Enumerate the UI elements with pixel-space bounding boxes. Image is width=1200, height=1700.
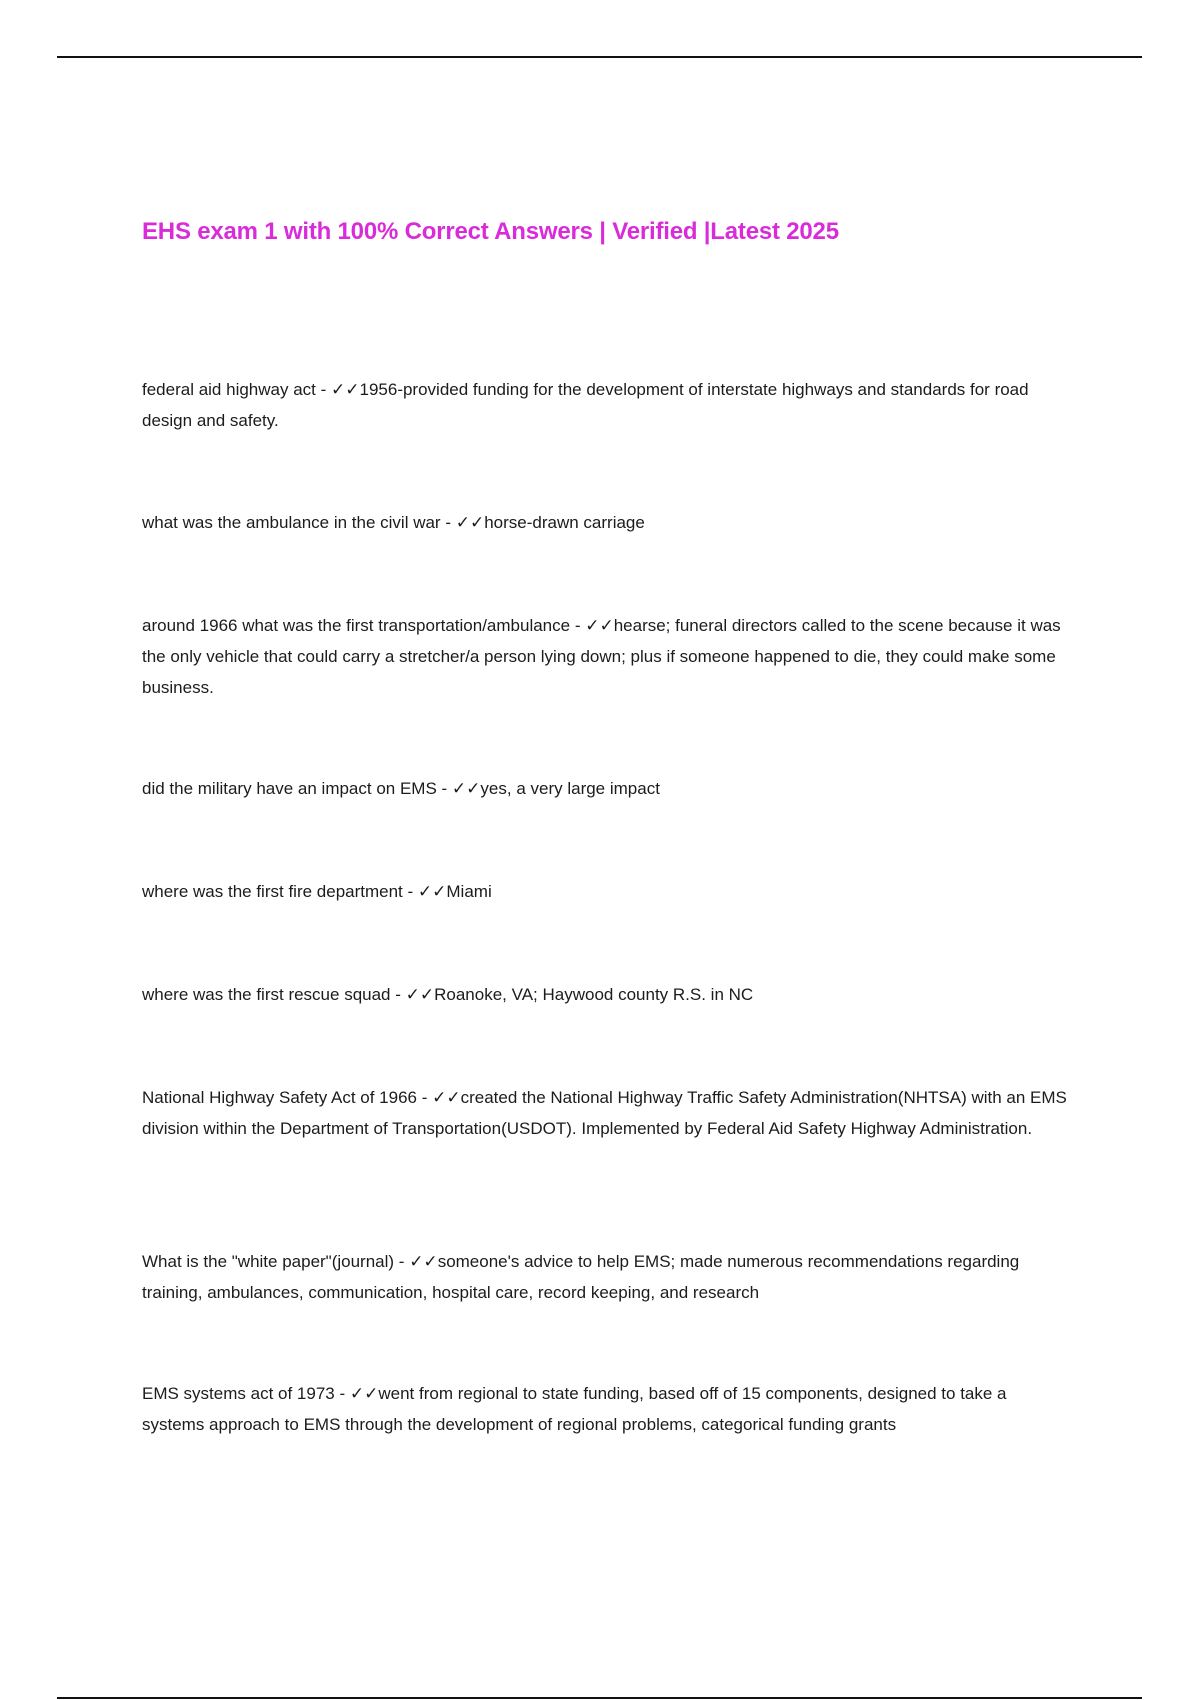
qa-question: where was the first fire department — [142, 882, 403, 901]
qa-answer: went from regional to state funding, based off of 15 components, designed to take a systems approach to EMS through the development of regional problems, categorical funding grants — [142, 1384, 1007, 1434]
qa-item — [142, 773, 1072, 804]
qa-question: EMS systems act of 1973 — [142, 1384, 335, 1403]
qa-separator: - — [440, 513, 456, 532]
double-check-icon: ✓✓ — [331, 380, 360, 399]
qa-separator: - — [334, 1384, 350, 1403]
qa-question: around 1966 what was the first transportation/ambulance — [142, 616, 571, 635]
header-rule — [57, 56, 1142, 58]
qa-question: What is the "white paper"(journal) — [142, 1252, 395, 1271]
qa-question: where was the first rescue squad — [142, 985, 391, 1004]
qa-answer: 1956-provided funding for the development of interstate highways and standards for road design and safety. — [142, 380, 1029, 430]
qa-item — [142, 1082, 1072, 1144]
qa-answer: Roanoke, VA; Haywood county R.S. in NC — [434, 985, 754, 1004]
qa-question: federal aid highway act — [142, 380, 316, 399]
qa-item — [142, 374, 1072, 436]
qa-separator: - — [570, 616, 586, 635]
qa-answer: Miami — [446, 882, 492, 901]
double-check-icon: ✓✓ — [417, 882, 447, 901]
qa-item — [142, 610, 1072, 703]
double-check-icon: ✓✓ — [432, 1088, 461, 1107]
footer-rule — [57, 1697, 1142, 1699]
document-title: EHS exam 1 with 100% Correct Answers | Verified |Latest 2025 — [142, 218, 839, 245]
qa-separator: - — [402, 882, 418, 901]
qa-answer: hearse; funeral directors called to the scene because it was the only vehicle that could carry a stretcher/a person lying down; plus if someone happened to die, they could make some business. — [142, 616, 1061, 697]
qa-separator: - — [436, 779, 452, 798]
qa-separator: - — [315, 380, 331, 399]
qa-item — [142, 876, 1072, 907]
qa-separator: - — [390, 985, 406, 1004]
qa-item — [142, 979, 1072, 1010]
qa-question: did the military have an impact on EMS — [142, 779, 437, 798]
qa-separator: - — [417, 1088, 433, 1107]
qa-answer: horse-drawn carriage — [484, 513, 645, 532]
double-check-icon: ✓✓ — [405, 985, 435, 1004]
qa-question: what was the ambulance in the civil war — [142, 513, 441, 532]
double-check-icon: ✓✓ — [409, 1252, 438, 1271]
qa-item — [142, 1378, 1072, 1440]
double-check-icon: ✓✓ — [349, 1384, 379, 1403]
qa-separator: - — [394, 1252, 410, 1271]
qa-answer: someone's advice to help EMS; made numerous recommendations regarding training, ambulances, communication, hospital care, record keeping, and research — [142, 1252, 1020, 1302]
double-check-icon: ✓✓ — [455, 513, 485, 532]
qa-answer: created the National Highway Traffic Safety Administration(NHTSA) with an EMS division within the Department of Transportation(USDOT). Implemented by Federal Aid Safety Highway Administration. — [142, 1088, 1067, 1138]
qa-item — [142, 507, 1072, 538]
qa-item — [142, 1246, 1072, 1308]
double-check-icon: ✓✓ — [451, 779, 481, 798]
double-check-icon: ✓✓ — [585, 616, 614, 635]
qa-answer: yes, a very large impact — [480, 779, 660, 798]
qa-question: National Highway Safety Act of 1966 — [142, 1088, 417, 1107]
